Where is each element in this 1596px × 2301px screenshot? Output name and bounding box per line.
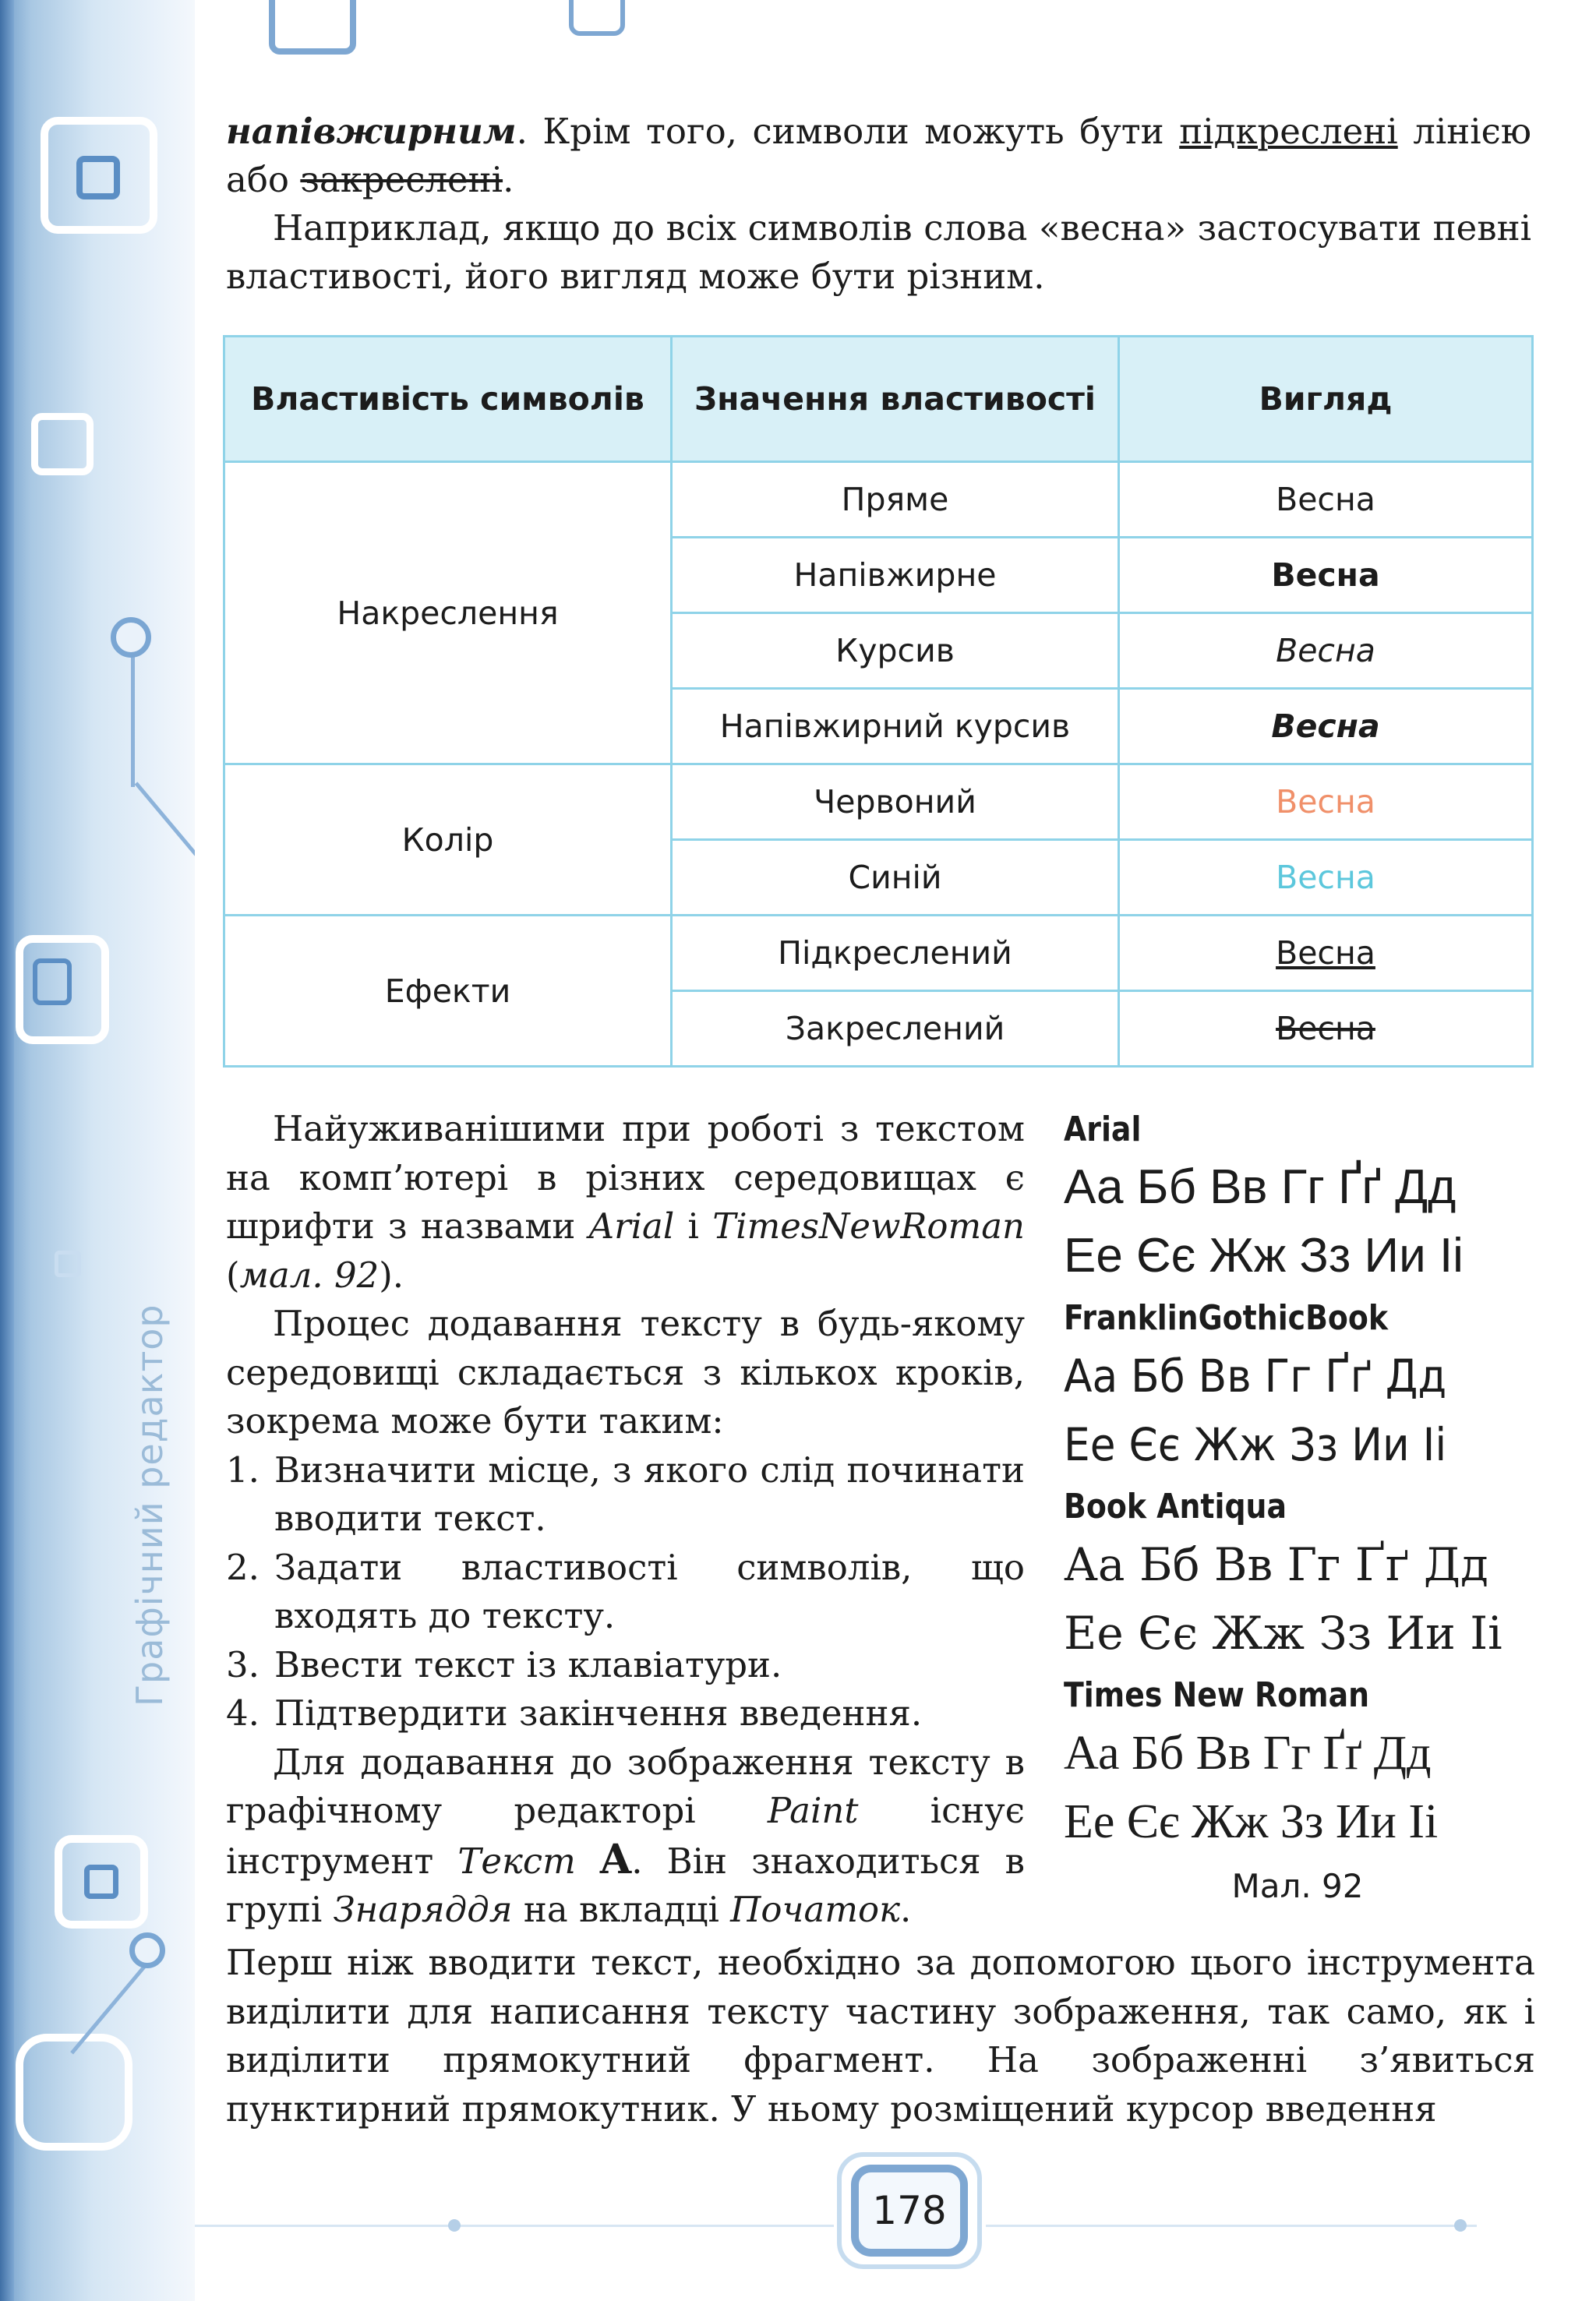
page-number: 178 — [851, 2165, 968, 2257]
app-name-paint: Paint — [767, 1790, 859, 1831]
process-paragraph: Процес додавання тексту в будь-якому середовищі складається з кількох кроків, зокрема може бути таким: — [226, 1303, 1025, 1442]
font-name-times: TimesNewRoman — [712, 1205, 1025, 1247]
view-cell: Весна — [1119, 991, 1533, 1067]
text-run: лінією або — [226, 111, 1531, 200]
property-cell: Ефекти — [224, 916, 672, 1067]
circuit-trace — [131, 655, 135, 787]
figure-reference: мал. 92 — [239, 1254, 380, 1296]
footer-dot — [448, 2219, 461, 2232]
font-sample-name: Arial — [1064, 1110, 1142, 1149]
step-text: Визначити місце, з якого слід починати вводити текст. — [274, 1449, 1025, 1539]
footer-line — [195, 2225, 834, 2227]
text-run: Для додавання до зображення тексту в графічному редакторі — [226, 1741, 1025, 1831]
header-frame-icon — [269, 0, 356, 55]
font-sample-line: Ее Єє Жж Зз Ии Іі — [1064, 1607, 1502, 1660]
view-cell: Весна — [1119, 689, 1533, 764]
bottom-paragraph: Перш ніж вводити текст, необхідно за допомогою цього інструмента виділити для написання тексту частину зображення, так само, як і виділити прямокутний фрагмент. На зображенні з’явиться пунктирний прямокутник. У ньому розміщений курсор введення — [226, 1942, 1535, 2130]
header-view: Вигляд — [1119, 337, 1533, 462]
fonts-paragraph — [226, 1105, 1025, 1300]
figure-caption: Мал. 92 — [1231, 1867, 1364, 1905]
struck-term: закреслені — [300, 159, 503, 200]
footer-line — [986, 2225, 1477, 2227]
view-cell: Весна — [1119, 916, 1533, 991]
tool-name: Текст — [457, 1840, 576, 1882]
bold-term: напівжирним — [226, 111, 517, 152]
font-sample-line: Аа Бб Вв Гг Ґґ Дд — [1064, 1350, 1447, 1403]
chapter-side-label: Графічний редактор — [129, 1304, 171, 1706]
frame-square-icon — [84, 1865, 118, 1899]
step-text: Підтвердити закінчення введення. — [274, 1692, 923, 1734]
text-run: існує інструмент — [226, 1790, 1025, 1882]
frame-square-icon — [31, 413, 94, 475]
font-sample-book-antiqua — [1064, 1484, 1539, 1668]
list-item — [226, 1446, 1025, 1544]
bottom-text — [226, 1939, 1535, 2133]
circuit-node-icon — [111, 617, 151, 658]
step-text: Задати властивості символів, що входять до тексту. — [274, 1546, 1025, 1636]
intro-text — [226, 108, 1531, 301]
text-tool-icon: A — [599, 1835, 632, 1883]
left-text-column — [226, 1105, 1025, 1935]
value-cell: Напівжирний курсив — [672, 689, 1119, 764]
header-value: Значення властивості — [672, 337, 1119, 462]
value-cell: Курсив — [672, 613, 1119, 689]
value-cell: Синій — [672, 840, 1119, 916]
text-run: Найуживанішими при роботі з текстом на комп’ютері в різних середовищах є шрифти з назвами — [226, 1108, 1025, 1247]
view-cell: Весна — [1119, 840, 1533, 916]
step-number: 2. — [226, 1546, 260, 1588]
underlined-term: підкреслені — [1179, 111, 1398, 152]
value-cell: Червоний — [672, 764, 1119, 840]
step-number: 3. — [226, 1643, 260, 1685]
font-sample-name: Book Antiqua — [1064, 1487, 1287, 1526]
decorative-margin — [0, 0, 195, 2301]
text-run: ). — [379, 1254, 404, 1296]
intro-paragraph-2: Наприклад, якщо до всіх символів слова «весна» застосувати певні властивості, його вигляд може бути різним. — [226, 207, 1531, 297]
tab-name: Початок — [730, 1889, 900, 1930]
font-sample-times — [1064, 1672, 1539, 1856]
circuit-node-icon — [129, 1932, 165, 1968]
text-run: на вкладці — [512, 1889, 731, 1930]
font-sample-line: Аа Бб Вв Гг Ґґ Дд — [1064, 1538, 1488, 1591]
table-row — [224, 462, 1533, 538]
header-frame-icon — [569, 0, 625, 36]
font-sample-line: Ее Єє Жж Зз Ии Іі — [1064, 1795, 1439, 1848]
value-cell: Напівжирне — [672, 538, 1119, 613]
step-number: 4. — [226, 1692, 260, 1734]
list-item — [226, 1641, 1025, 1690]
character-properties-table — [223, 335, 1534, 1068]
font-sample-line: Аа Бб Вв Гг Ґґ Дд — [1064, 1160, 1457, 1214]
font-sample-name: FranklinGothicBook — [1064, 1298, 1389, 1338]
circuit-trace — [135, 782, 195, 856]
font-sample-line: Ее Єє Жж Зз Ии Іі — [1064, 1229, 1464, 1283]
step-number: 1. — [226, 1449, 260, 1491]
font-sample-line: Ее Єє Жж Зз Ии Іі — [1064, 1418, 1447, 1471]
steps-list — [226, 1446, 1025, 1738]
font-sample-franklin — [1064, 1295, 1539, 1479]
font-samples-figure — [1064, 1106, 1539, 1905]
text-run: і — [674, 1205, 713, 1247]
frame-square-icon — [55, 1251, 81, 1277]
text-run: . Він знаходиться в групі — [226, 1840, 1026, 1930]
list-item — [226, 1544, 1025, 1641]
frame-square-icon — [76, 156, 120, 199]
value-cell: Пряме — [672, 462, 1119, 538]
text-run: . — [503, 159, 514, 200]
value-cell: Закреслений — [672, 991, 1119, 1067]
header-property: Властивість символів — [224, 337, 672, 462]
property-cell: Накреслення — [224, 462, 672, 764]
table-row — [224, 764, 1533, 840]
font-sample-arial — [1064, 1106, 1539, 1290]
text-run: . Крім того, символи можуть бути — [516, 111, 1180, 152]
text-run: ( — [226, 1254, 240, 1296]
view-cell: Весна — [1119, 613, 1533, 689]
footer-dot — [1454, 2219, 1467, 2232]
font-sample-line: Аа Бб Вв Гг Ґґ Дд — [1064, 1727, 1432, 1780]
view-cell: Весна — [1119, 462, 1533, 538]
value-cell: Підкреслений — [672, 916, 1119, 991]
table-header-row — [224, 337, 1533, 462]
list-item — [226, 1689, 1025, 1738]
margin-edge — [0, 0, 14, 2301]
group-name: Знаряддя — [333, 1889, 513, 1930]
table-row — [224, 916, 1533, 991]
intro-paragraph-1 — [226, 108, 1531, 204]
paint-paragraph — [226, 1738, 1025, 1935]
font-sample-name: Times New Roman — [1064, 1675, 1370, 1715]
text-run: . — [899, 1889, 912, 1930]
frame-square-icon — [33, 958, 72, 1005]
font-name-arial: Arial — [588, 1205, 675, 1247]
property-cell: Колір — [224, 764, 672, 916]
view-cell: Весна — [1119, 538, 1533, 613]
step-text: Ввести текст із клавіатури. — [274, 1643, 782, 1685]
view-cell: Весна — [1119, 764, 1533, 840]
